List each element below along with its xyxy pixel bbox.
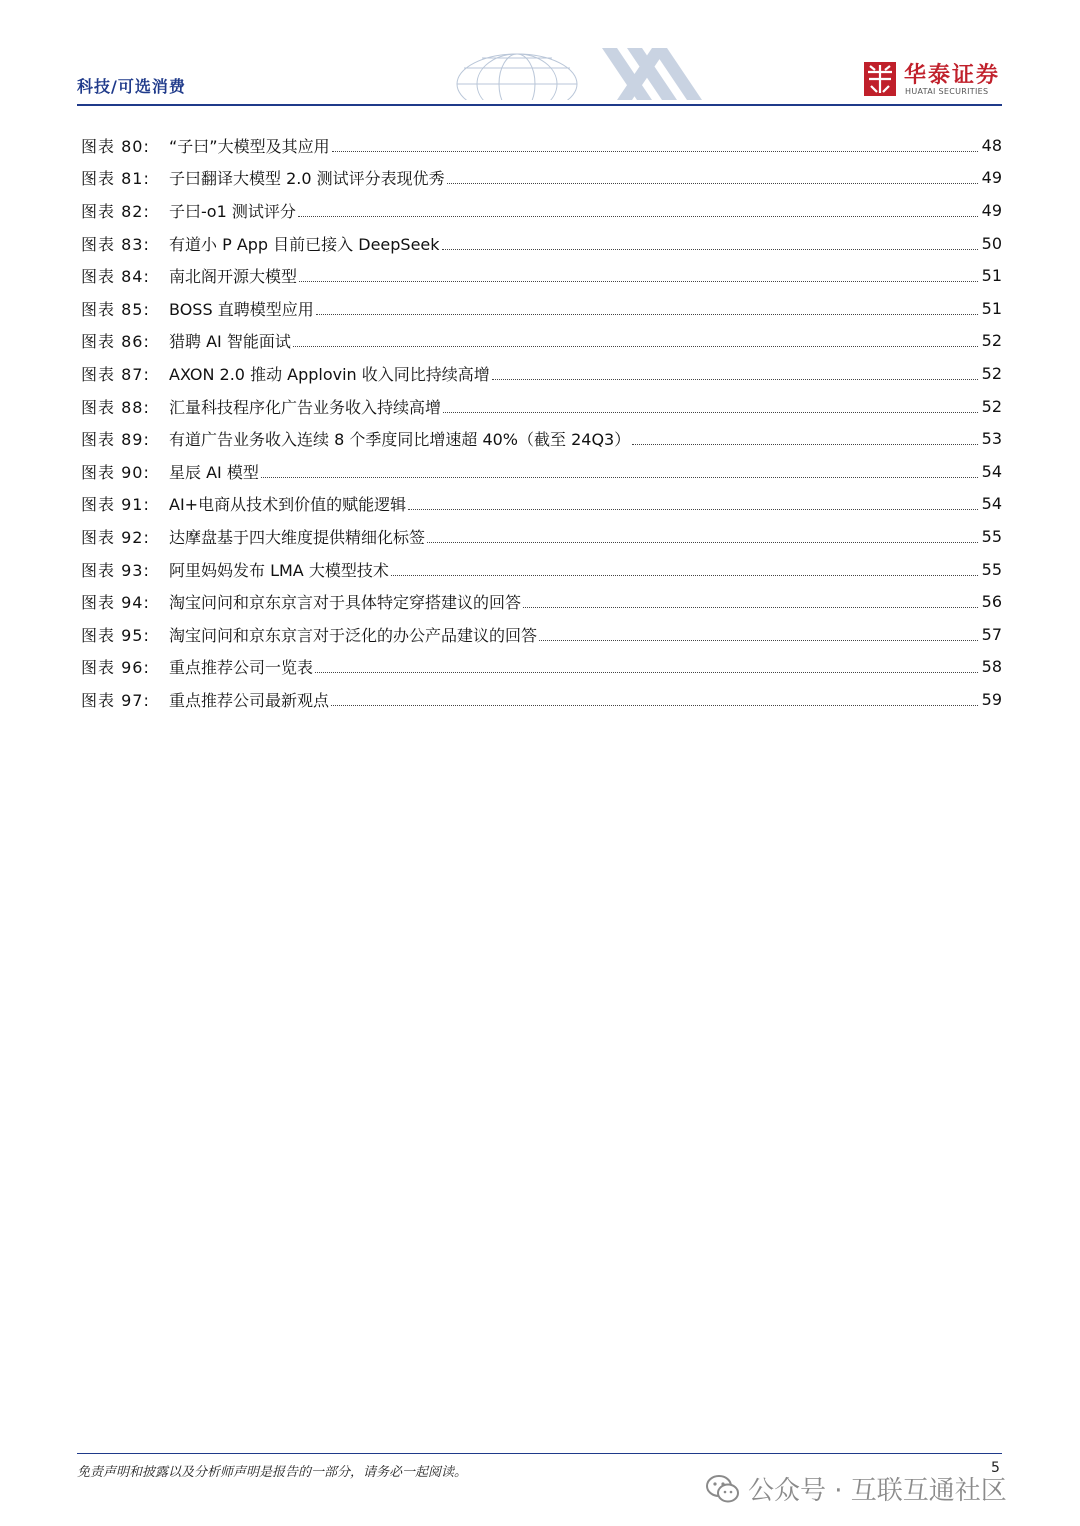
toc-figure-number: 图表 83:: [81, 234, 150, 254]
toc-row[interactable]: [81, 683, 1002, 716]
toc-dot-leader: [299, 281, 978, 282]
toc-row[interactable]: [81, 162, 1002, 195]
logo-chinese-text: 华泰证券: [904, 63, 1001, 88]
toc-page-number: 58: [981, 657, 1002, 677]
toc-dot-leader: [492, 379, 978, 380]
toc-figure-number: 图表 90:: [81, 462, 150, 482]
toc-figure-number: 图表 95:: [81, 625, 150, 645]
toc-figure-title: 重点推荐公司一览表: [169, 658, 314, 678]
toc-figure-title: AXON 2.0 推动 Applovin 收入同比持续高增: [169, 364, 490, 384]
toc-page-number: 48: [981, 135, 1002, 155]
toc-page-number: 51: [981, 298, 1002, 318]
toc-dot-leader: [408, 509, 978, 510]
toc-page-number: 52: [981, 331, 1002, 351]
toc-dot-leader: [632, 444, 978, 445]
huatai-logo: [864, 60, 1006, 100]
toc-figure-title: 阿里妈妈发布 LMA 大模型技术: [169, 560, 389, 580]
toc-row[interactable]: [81, 357, 1002, 390]
toc-dot-leader: [316, 314, 978, 315]
toc-figure-title: 子曰-o1 测试评分: [169, 201, 296, 221]
toc-dot-leader: [391, 575, 978, 576]
toc-page-number: 55: [981, 559, 1002, 579]
toc-dot-leader: [539, 640, 978, 641]
toc-figure-number: 图表 89:: [81, 430, 150, 450]
toc-figure-number: 图表 96:: [81, 658, 150, 678]
toc-row[interactable]: [81, 292, 1002, 325]
footer-disclaimer: 免责声明和披露以及分析师声明是报告的一部分，请务必一起阅读。: [77, 1465, 468, 1480]
toc-figure-title: 重点推荐公司最新观点: [169, 690, 330, 710]
toc-dot-leader: [315, 672, 978, 673]
watermark: [706, 1470, 1007, 1507]
toc-figure-number: 图表 81:: [81, 169, 150, 189]
toc-row[interactable]: [81, 651, 1002, 684]
toc-page-number: 55: [981, 526, 1002, 546]
toc-page-number: 49: [981, 168, 1002, 188]
toc-row[interactable]: [81, 585, 1002, 618]
toc-page-number: 50: [981, 233, 1002, 253]
toc-page-number: 51: [981, 266, 1002, 286]
toc-dot-leader: [427, 542, 978, 543]
toc-dot-leader: [298, 216, 978, 217]
toc-figure-title: 有道小 P App 目前已接入 DeepSeek: [169, 234, 440, 254]
toc-figure-number: 图表 91:: [81, 495, 150, 515]
figure-toc-list: [81, 129, 1002, 716]
toc-figure-title: 南北阁开源大模型: [169, 267, 298, 287]
toc-figure-number: 图表 87:: [81, 364, 150, 384]
toc-row[interactable]: [81, 129, 1002, 162]
toc-page-number: 53: [981, 429, 1002, 449]
toc-figure-title: 子曰翻译大模型 2.0 测试评分表现优秀: [169, 169, 445, 189]
toc-dot-leader: [331, 705, 978, 706]
globe-graphic: [412, 38, 712, 106]
watermark-text: 公众号 · 互联互通社区: [748, 1476, 1007, 1506]
toc-dot-leader: [293, 346, 978, 347]
toc-page-number: 57: [981, 624, 1002, 644]
toc-row[interactable]: [81, 259, 1002, 292]
toc-figure-title: 达摩盘基于四大维度提供精细化标签: [169, 527, 426, 547]
toc-figure-number: 图表 97:: [81, 690, 150, 710]
toc-figure-number: 图表 80:: [81, 136, 150, 156]
toc-figure-number: 图表 86:: [81, 332, 150, 352]
toc-figure-title: 汇量科技程序化广告业务收入持续高增: [169, 397, 442, 417]
toc-figure-title: BOSS 直聘模型应用: [169, 299, 314, 319]
toc-figure-number: 图表 88:: [81, 397, 150, 417]
toc-dot-leader: [332, 151, 978, 152]
toc-row[interactable]: [81, 520, 1002, 553]
toc-row[interactable]: [81, 455, 1002, 488]
logo-english-text: HUATAI SECURITIES: [905, 87, 989, 96]
toc-row[interactable]: [81, 390, 1002, 423]
toc-dot-leader: [261, 477, 978, 478]
toc-page-number: 54: [981, 494, 1002, 514]
header-divider: [77, 104, 1002, 106]
toc-page-number: 56: [981, 592, 1002, 612]
toc-row[interactable]: [81, 553, 1002, 586]
toc-figure-number: 图表 82:: [81, 201, 150, 221]
page-number: 5: [991, 1460, 1000, 1476]
toc-dot-leader: [447, 183, 978, 184]
toc-figure-number: 图表 85:: [81, 299, 150, 319]
toc-figure-title: 淘宝问问和京东京言对于具体特定穿搭建议的回答: [169, 593, 522, 613]
toc-figure-title: AI+电商从技术到价值的赋能逻辑: [169, 495, 407, 515]
toc-page-number: 59: [981, 689, 1002, 709]
toc-page-number: 54: [981, 461, 1002, 481]
toc-page-number: 52: [981, 396, 1002, 416]
toc-row[interactable]: [81, 422, 1002, 455]
toc-figure-number: 图表 84:: [81, 267, 150, 287]
toc-page-number: 49: [981, 200, 1002, 220]
toc-row[interactable]: [81, 325, 1002, 358]
toc-figure-title: 星辰 AI 模型: [169, 462, 259, 482]
toc-row[interactable]: [81, 618, 1002, 651]
toc-row[interactable]: [81, 194, 1002, 227]
toc-dot-leader: [523, 607, 978, 608]
toc-dot-leader: [443, 412, 978, 413]
toc-figure-number: 图表 93:: [81, 560, 150, 580]
huatai-logo-icon: [864, 62, 896, 96]
toc-figure-title: 有道广告业务收入连续 8 个季度同比增速超 40%（截至 24Q3）: [169, 430, 631, 450]
header-section-title: 科技/可选消费: [77, 77, 186, 96]
toc-figure-number: 图表 92:: [81, 527, 150, 547]
toc-row[interactable]: [81, 227, 1002, 260]
toc-figure-title: “子曰”大模型及其应用: [169, 136, 330, 156]
toc-page-number: 52: [981, 363, 1002, 383]
toc-figure-number: 图表 94:: [81, 593, 150, 613]
toc-figure-title: 淘宝问问和京东京言对于泛化的办公产品建议的回答: [169, 625, 538, 645]
wechat-icon: [706, 1474, 740, 1504]
footer-divider: [77, 1453, 1002, 1454]
toc-dot-leader: [442, 249, 978, 250]
toc-row[interactable]: [81, 488, 1002, 521]
toc-figure-title: 猎聘 AI 智能面试: [169, 332, 291, 352]
